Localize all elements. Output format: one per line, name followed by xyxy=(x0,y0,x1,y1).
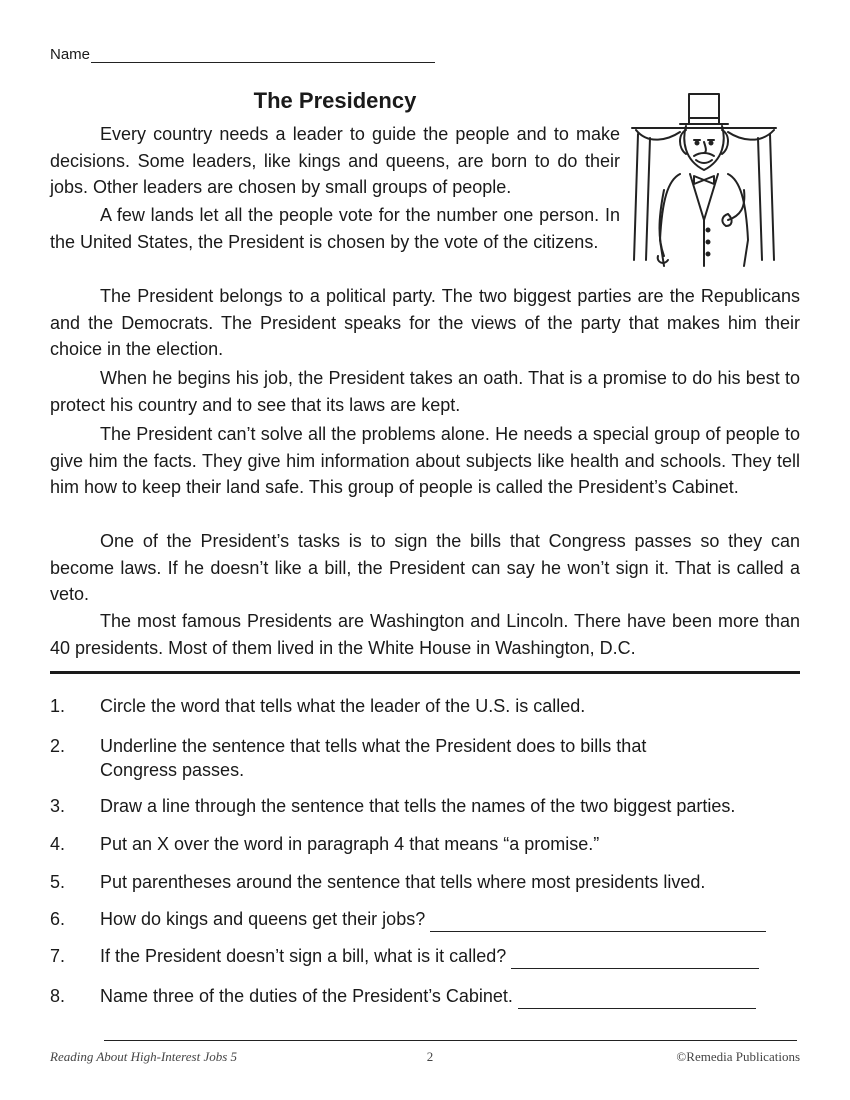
answer-line-extra[interactable] xyxy=(104,1040,797,1041)
paragraph-7: The most famous Presidents are Washington and Lincoln. There have been more than 40 presidents. Most of them lived in the White House in Washington, D.C. xyxy=(50,611,800,658)
question-number: 8. xyxy=(50,986,66,1006)
answer-line[interactable] xyxy=(430,911,766,932)
footer-publisher: ©Remedia Publications xyxy=(676,1049,800,1064)
question-number: 2. xyxy=(50,736,66,756)
footer-book-title: Reading About High-Interest Jobs 5 xyxy=(50,1049,238,1064)
question-text: If the President doesn’t sign a bill, what is it called? xyxy=(100,946,507,966)
footer-page-number: 2 xyxy=(426,1049,434,1064)
question-text: Circle the word that tells what the leader of the U.S. is called. xyxy=(100,696,586,716)
answer-line[interactable] xyxy=(518,988,756,1009)
question-number: 1. xyxy=(50,696,66,716)
name-blank-line[interactable] xyxy=(91,48,435,63)
question-number: 4. xyxy=(50,834,66,854)
paragraph-5: The President can’t solve all the problems alone. He needs a special group of people to give him the facts. They give him information about subjects like health and schools. They tell him how to keep their land safe. This group of people is called the President’s Cabinet. xyxy=(50,424,800,497)
paragraph-1: Every country needs a leader to guide the people and to make decisions. Some leaders, like kings and queens, are born to do their jobs. Other leaders are chosen by small groups of people. xyxy=(50,124,620,197)
section-divider xyxy=(50,671,800,674)
question-text: Put an X over the word in paragraph 4 that means “a promise.” xyxy=(100,834,600,854)
page-title: The Presidency xyxy=(253,88,417,113)
question-text: How do kings and queens get their jobs? xyxy=(100,909,426,929)
paragraph-4: When he begins his job, the President takes an oath. That is a promise to do his best to protect his country and to see that its laws are kept. xyxy=(50,368,800,415)
name-field-row xyxy=(50,46,435,63)
question-number: 5. xyxy=(50,872,66,892)
question-text: Name three of the duties of the President’s Cabinet. xyxy=(100,986,513,1006)
name-label: Name xyxy=(50,46,91,63)
question-number: 7. xyxy=(50,946,66,966)
president-top-hat-illustration xyxy=(628,90,780,270)
question-number: 6. xyxy=(50,909,66,929)
question-text: Underline the sentence that tells what the President does to bills that xyxy=(100,736,647,756)
question-text: Draw a line through the sentence that tells the names of the two biggest parties. xyxy=(100,796,736,816)
question-text-continued: Congress passes. xyxy=(100,760,245,780)
paragraph-2: A few lands let all the people vote for the number one person. In the United States, the President is chosen by the vote of the citizens. xyxy=(50,205,620,252)
answer-line[interactable] xyxy=(511,948,759,969)
question-text: Put parentheses around the sentence that tells where most presidents lived. xyxy=(100,872,706,892)
paragraph-3: The President belongs to a political party. The two biggest parties are the Republicans and the Democrats. The President speaks for the views of the party that makes him their choice in the election. xyxy=(50,286,800,359)
question-number: 3. xyxy=(50,796,66,816)
paragraph-6: One of the President’s tasks is to sign the bills that Congress passes so they can become laws. If he doesn’t like a bill, the President can say he won’t sign it. That is called a veto. xyxy=(50,531,800,604)
